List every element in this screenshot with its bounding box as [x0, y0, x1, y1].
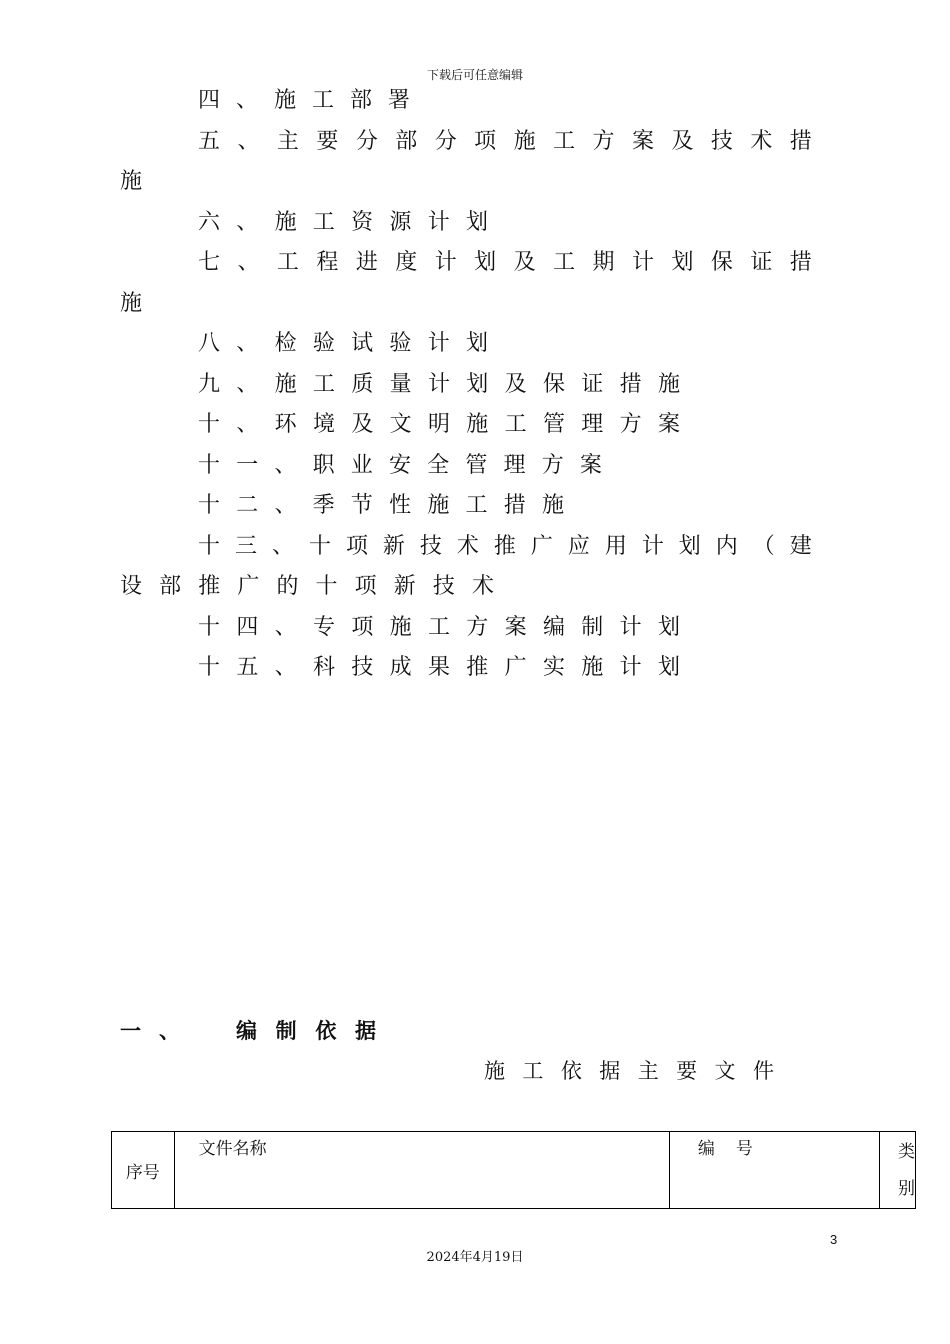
- toc-char: 业: [350, 452, 373, 478]
- toc-char: 设: [120, 574, 143, 599]
- toc-char: 、: [237, 250, 260, 275]
- toc-char: 的: [276, 574, 299, 599]
- toc-char: 计: [434, 250, 457, 275]
- text-char: 工: [522, 1059, 544, 1083]
- toc-char: 工: [312, 371, 335, 397]
- toc-char: 划: [465, 331, 488, 356]
- toc-char: 分: [355, 128, 378, 154]
- toc-char: 施: [274, 209, 297, 235]
- toc-char: 季: [312, 493, 335, 518]
- toc-char: 署: [387, 88, 410, 113]
- toc-char: 果: [427, 655, 450, 680]
- section-title: [236, 1016, 376, 1046]
- toc-char: 证: [750, 250, 773, 275]
- toc-char: 三: [234, 533, 257, 559]
- toc-char: 施: [120, 169, 143, 194]
- toc-char: 一: [236, 452, 259, 478]
- table-title: [484, 1054, 774, 1088]
- toc-char: 案: [657, 412, 680, 437]
- toc-char: 及: [351, 412, 374, 437]
- toc-char: 技: [351, 655, 374, 680]
- toc-char: 要: [316, 128, 339, 154]
- toc-char: 、: [236, 209, 259, 235]
- documents-table: [111, 1131, 916, 1209]
- toc-char: 方: [619, 412, 642, 437]
- toc-char: 施: [581, 655, 604, 680]
- text-char: 文: [714, 1059, 736, 1083]
- page-number: 3: [830, 1232, 838, 1247]
- toc-char: 安: [388, 452, 411, 478]
- toc-char: 十: [198, 493, 221, 518]
- toc-char: 验: [389, 331, 412, 356]
- toc-char: 新: [393, 574, 416, 599]
- toc-char: 四: [236, 614, 259, 640]
- toc-char: 计: [427, 209, 450, 235]
- toc-line: [120, 246, 820, 287]
- toc-item-10: [198, 408, 680, 442]
- toc-char: 十: [198, 412, 221, 437]
- text-char: 编: [236, 1019, 257, 1043]
- toc-line: [120, 84, 820, 125]
- toc-item-7-cont: [120, 287, 144, 321]
- header-index: 序号: [112, 1132, 175, 1209]
- toc-char: 方: [466, 614, 489, 640]
- toc-char: 计: [427, 331, 450, 356]
- toc-item-13-cont: [120, 570, 494, 604]
- toc-char: 全: [427, 452, 450, 478]
- toc-char: 施: [427, 493, 450, 518]
- header-name: 文件名称: [174, 1132, 669, 1209]
- toc-char: 计: [427, 371, 450, 397]
- toc-char: 科: [312, 655, 335, 680]
- toc-char: 环: [274, 412, 297, 437]
- toc-char: 施: [513, 128, 536, 154]
- toc-char: 、: [235, 88, 258, 113]
- toc-char: 五: [198, 128, 221, 154]
- toc-char: 项: [474, 128, 497, 154]
- text-char: 件: [752, 1059, 774, 1083]
- toc-char: 推: [198, 574, 221, 599]
- text-char: 依: [315, 1019, 337, 1043]
- toc-char: 检: [274, 331, 297, 356]
- text-char: 号: [735, 1139, 753, 1159]
- toc-char: 理: [503, 452, 526, 478]
- toc-char: 技: [710, 128, 733, 154]
- toc-char: 广: [504, 655, 527, 680]
- toc-char: 计: [631, 250, 654, 275]
- toc-char: 节: [350, 493, 373, 518]
- toc-char: 理: [581, 412, 604, 437]
- toc-char: 及: [513, 250, 536, 275]
- toc-char: 、: [237, 128, 260, 154]
- toc-char: 技: [419, 533, 442, 559]
- toc-char: 划: [657, 614, 680, 640]
- toc-char: 项: [351, 614, 374, 640]
- toc-char: 资: [351, 209, 374, 235]
- toc-char: 职: [312, 452, 335, 478]
- toc-char: 管: [542, 412, 565, 437]
- toc-line: [120, 611, 820, 652]
- toc-char: 划: [657, 655, 680, 680]
- toc-char: 六: [198, 209, 221, 235]
- toc-char: 度: [395, 250, 418, 275]
- toc-char: 质: [351, 371, 374, 397]
- toc-char: 划: [671, 250, 694, 275]
- section-number: [120, 1016, 180, 1046]
- toc-char: 工: [465, 493, 488, 518]
- toc-char: 八: [198, 331, 221, 356]
- text-char: 编: [697, 1139, 715, 1159]
- toc-char: 明: [427, 412, 450, 437]
- text-char: 据: [354, 1019, 376, 1043]
- toc-char: 实: [542, 655, 565, 680]
- toc-item-11: [198, 449, 602, 483]
- toc-item-7: [198, 246, 812, 280]
- table-of-contents: [120, 84, 820, 692]
- toc-char: 工: [427, 614, 450, 640]
- toc-char: 、: [236, 371, 259, 397]
- toc-char: 技: [432, 574, 455, 599]
- toc-char: 划: [474, 250, 497, 275]
- toc-line: [120, 165, 820, 206]
- toc-item-8: [198, 327, 488, 361]
- toc-char: 工: [276, 250, 299, 275]
- toc-line: [120, 449, 820, 490]
- toc-char: 施: [657, 371, 680, 397]
- toc-char: 证: [581, 371, 604, 397]
- toc-char: （: [752, 533, 775, 559]
- toc-char: 七: [198, 250, 221, 275]
- toc-char: 部: [159, 574, 182, 599]
- toc-char: 编: [542, 614, 565, 640]
- toc-line: [120, 530, 820, 571]
- toc-char: 进: [355, 250, 378, 275]
- toc-char: 内: [715, 533, 738, 559]
- header-category: [880, 1132, 916, 1209]
- text-char: 制: [275, 1019, 297, 1043]
- toc-char: 验: [312, 331, 335, 356]
- toc-item-5-cont: [120, 165, 144, 199]
- toc-char: 推: [466, 655, 489, 680]
- toc-char: 境: [312, 412, 335, 437]
- toc-char: 术: [750, 128, 773, 154]
- toc-char: 措: [503, 493, 526, 518]
- toc-line: [120, 570, 820, 611]
- table-header-row: [112, 1132, 916, 1209]
- toc-char: 工: [312, 209, 335, 235]
- toc-char: 四: [198, 88, 221, 113]
- text-char: 类: [898, 1142, 915, 1162]
- toc-char: 措: [789, 128, 812, 154]
- toc-char: 施: [273, 88, 296, 113]
- toc-char: 案: [504, 614, 527, 640]
- toc-char: 计: [641, 533, 664, 559]
- header-code-cell: [669, 1132, 879, 1209]
- toc-char: 方: [541, 452, 564, 478]
- toc-item-14: [198, 611, 680, 645]
- toc-char: 保: [710, 250, 733, 275]
- toc-char: 及: [671, 128, 694, 154]
- text-char: 主: [637, 1059, 659, 1083]
- toc-char: 十: [198, 655, 221, 680]
- footer-date: 2024年4月19日: [426, 1250, 524, 1265]
- toc-char: 新: [382, 533, 405, 559]
- toc-char: 文: [389, 412, 412, 437]
- toc-item-13: [198, 530, 812, 564]
- text-char: 、: [159, 1019, 180, 1043]
- text-char: 一: [120, 1019, 141, 1043]
- toc-char: 、: [274, 655, 297, 680]
- toc-char: 期: [592, 250, 615, 275]
- toc-char: 、: [274, 614, 297, 640]
- text-char: 要: [676, 1059, 698, 1083]
- toc-item-5: [198, 125, 812, 159]
- toc-line: [120, 125, 820, 166]
- toc-char: 五: [236, 655, 259, 680]
- toc-item-15: [198, 651, 680, 685]
- toc-char: 分: [434, 128, 457, 154]
- toc-char: 划: [678, 533, 701, 559]
- toc-char: 保: [542, 371, 565, 397]
- toc-item-4: [198, 84, 410, 118]
- toc-char: 主: [276, 128, 299, 154]
- toc-line: [120, 408, 820, 449]
- toc-char: 量: [389, 371, 412, 397]
- toc-char: 管: [465, 452, 488, 478]
- toc-char: 建: [789, 533, 812, 559]
- toc-char: 制: [581, 614, 604, 640]
- toc-char: 术: [471, 574, 494, 599]
- toc-char: 应: [567, 533, 590, 559]
- toc-char: 九: [198, 371, 221, 397]
- toc-char: 方: [592, 128, 615, 154]
- toc-char: 、: [274, 493, 297, 518]
- toc-char: 推: [493, 533, 516, 559]
- header-code: [698, 1134, 774, 1159]
- toc-char: 术: [456, 533, 479, 559]
- text-char: 依: [560, 1059, 582, 1083]
- toc-char: 源: [389, 209, 412, 235]
- toc-char: 计: [619, 614, 642, 640]
- toc-char: 试: [351, 331, 374, 356]
- toc-char: 、: [274, 452, 297, 478]
- toc-char: 施: [120, 290, 143, 316]
- toc-char: 施: [466, 412, 489, 437]
- toc-char: 、: [236, 331, 259, 356]
- toc-char: 、: [236, 412, 259, 437]
- toc-char: 及: [504, 371, 527, 397]
- toc-line: [120, 327, 820, 368]
- toc-line: [120, 287, 820, 328]
- toc-char: 措: [789, 250, 812, 275]
- toc-char: 、: [271, 533, 294, 559]
- toc-line: [120, 206, 820, 247]
- toc-char: 程: [316, 250, 339, 275]
- toc-char: 成: [389, 655, 412, 680]
- toc-line: [120, 368, 820, 409]
- toc-char: 专: [312, 614, 335, 640]
- toc-char: 广: [237, 574, 260, 599]
- toc-item-9: [198, 368, 680, 402]
- toc-char: 工: [553, 128, 576, 154]
- toc-char: 部: [349, 88, 372, 113]
- toc-line: [120, 489, 820, 530]
- toc-char: 部: [395, 128, 418, 154]
- toc-char: 用: [604, 533, 627, 559]
- toc-item-12: [198, 489, 564, 523]
- toc-char: 十: [315, 574, 338, 599]
- toc-char: 项: [354, 574, 377, 599]
- toc-item-6: [198, 206, 488, 240]
- toc-char: 十: [198, 533, 221, 559]
- toc-char: 施: [389, 614, 412, 640]
- toc-char: 工: [311, 88, 334, 113]
- toc-char: 计: [619, 655, 642, 680]
- toc-char: 二: [236, 493, 259, 518]
- text-char: 据: [599, 1059, 621, 1083]
- toc-char: 案: [631, 128, 654, 154]
- toc-char: 划: [466, 371, 489, 397]
- text-char: 施: [484, 1059, 505, 1083]
- toc-char: 案: [579, 452, 602, 478]
- toc-char: 施: [274, 371, 297, 397]
- toc-char: 施: [541, 493, 564, 518]
- toc-char: 十: [308, 533, 331, 559]
- toc-char: 措: [619, 371, 642, 397]
- toc-char: 十: [198, 614, 221, 640]
- toc-char: 划: [465, 209, 488, 235]
- toc-char: 性: [389, 493, 412, 518]
- toc-line: [120, 651, 820, 692]
- page-header: 下载后可任意编辑: [426, 68, 523, 82]
- text-char: 别: [898, 1179, 915, 1199]
- toc-char: 工: [553, 250, 576, 275]
- toc-char: 工: [504, 412, 527, 437]
- toc-char: 广: [530, 533, 553, 559]
- toc-char: 项: [345, 533, 368, 559]
- toc-char: 十: [198, 452, 221, 478]
